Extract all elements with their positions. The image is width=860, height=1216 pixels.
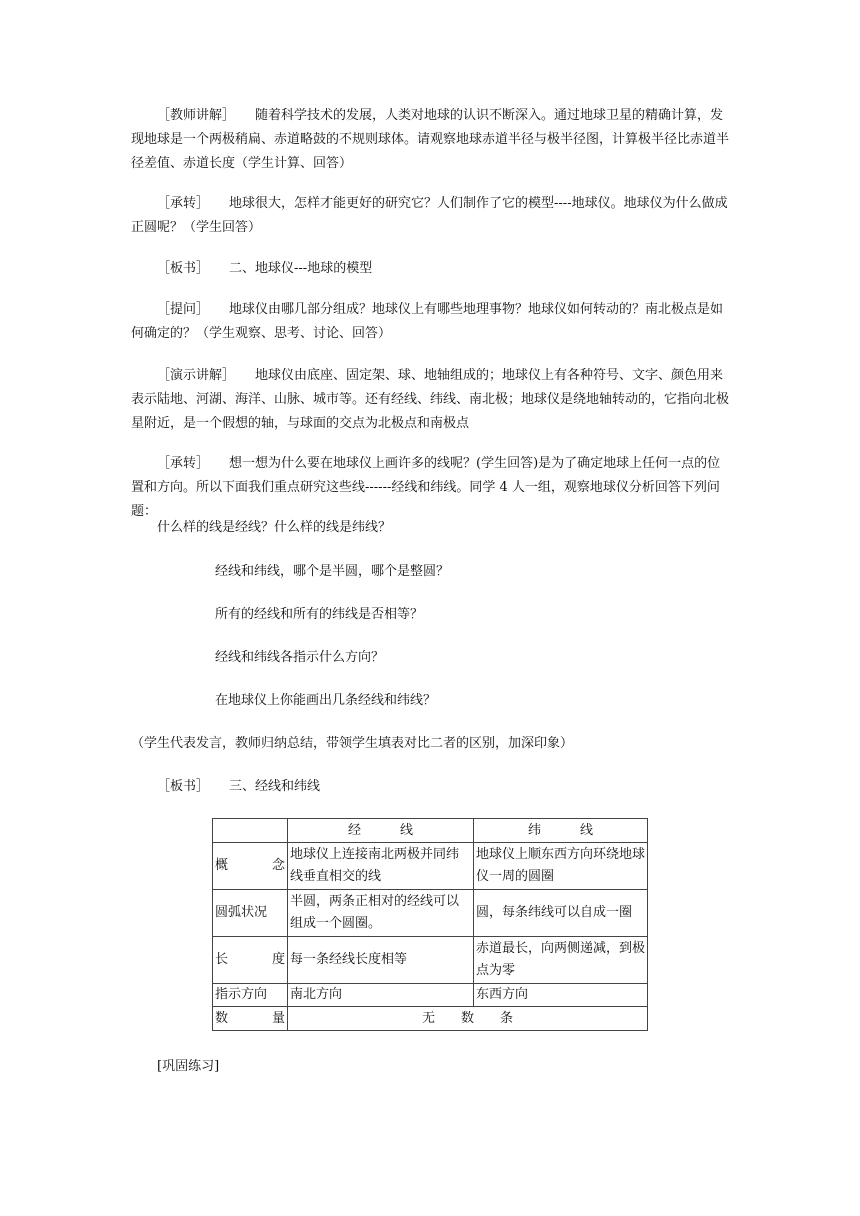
paragraph-tag: ［承转］	[157, 456, 210, 471]
cell-wei: 圆，每条纬线可以自成一圈	[474, 890, 648, 937]
row-label-char: 概	[215, 858, 229, 873]
paragraph-transition-2	[131, 452, 731, 524]
cell-wei: 地球仪上顺东西方向环绕地球仪一周的圆圈	[474, 843, 648, 890]
cell-jing: 地球仪上连接南北两极并同纬线垂直相交的线	[288, 843, 474, 890]
row-label-char: 数	[215, 1010, 229, 1026]
row-label-char: 长	[215, 952, 229, 967]
paragraph-text: 随着科学技术的发展，人类对地球的认识不断深入。通过地球卫星的精确计算，发现地球是一个两极稍扁、赤道略鼓的不规则球体。请观察地球赤道半径与极半径图，计算极半径比赤道半径差值、赤道长度（学生计算、回答）	[131, 108, 730, 171]
paragraph-teacher-explain	[131, 104, 731, 176]
cell-jing: 南北方向	[288, 984, 474, 1007]
paragraph-text: 想一想为什么要在地球仪上画许多的线呢？(学生回答)是为了确定地球上任何一点的位置和方向。所以下面我们重点研究这些线------经线和纬线。同学 4 人一组，观察地球仪分析回答下列问题：	[131, 456, 721, 519]
paragraph-tag: ［提问］	[157, 302, 210, 317]
comparison-table	[212, 818, 648, 1031]
question-item: 经线和纬线各指示什么方向？	[215, 650, 385, 665]
summary-note: （学生代表发言，教师归纳总结，带领学生填表对比二者的区别，加深印象）	[131, 736, 574, 751]
cell-jing: 每一条经线长度相等	[288, 937, 474, 984]
paragraph-tag: ［演示讲解］	[157, 368, 236, 383]
header-cell-jing: 经 线	[288, 819, 474, 843]
paragraph-text: 三、经线和纬线	[229, 779, 321, 794]
question-item: 在地球仪上你能画出几条经线和纬线？	[215, 693, 437, 708]
paragraph-demo-explain	[131, 364, 731, 436]
cell-wei: 赤道最长，向两侧递减，到极点为零	[474, 937, 648, 984]
question-intro: 什么样的线是经线？什么样的线是纬线？	[157, 520, 392, 535]
paragraph-text: 二、地球仪---地球的模型	[229, 261, 373, 276]
row-label-char: 度	[271, 952, 285, 967]
paragraph-tag: ［板书］	[157, 261, 210, 276]
cell-jing: 半圆，两条正相对的经线可以组成一个圆圈。	[288, 890, 474, 937]
row-label-char: 念	[271, 858, 285, 873]
table-row-direction	[213, 984, 648, 1007]
paragraph-text: 地球仪由哪几部分组成？地球仪上有哪些地理事物？地球仪如何转动的？南北极点是如何确定的？（学生观察、思考、讨论、回答）	[131, 302, 724, 341]
cell-merged-quantity: 无 数 条	[288, 1007, 648, 1031]
paragraph-question	[131, 298, 731, 346]
practice-heading: [巩固练习]	[157, 1059, 220, 1074]
table-row-length	[213, 937, 648, 984]
question-item: 所有的经线和所有的纬线是否相等？	[215, 607, 424, 622]
table-row-arc	[213, 890, 648, 937]
paragraph-tag: ［板书］	[157, 779, 210, 794]
row-label	[213, 937, 288, 984]
table-row-concept	[213, 843, 648, 890]
table-header-row	[213, 819, 648, 843]
paragraph-tag: ［教师讲解］	[157, 108, 236, 123]
cell-wei: 东西方向	[474, 984, 648, 1007]
paragraph-board-2	[131, 257, 731, 281]
paragraph-text: 地球很大，怎样才能更好的研究它？人们制作了它的模型----地球仪。地球仪为什么做成正圆呢？（学生回答）	[131, 196, 728, 235]
row-label	[213, 843, 288, 890]
header-cell-empty	[213, 819, 288, 843]
paragraph-text: 地球仪由底座、固定架、球、地轴组成的；地球仪上有各种符号、文字、颜色用来表示陆地、河湖、海洋、山脉、城市等。还有经线、纬线、南北极；地球仪是绕地轴转动的，它指向北极星附近，是一个假想的轴，与球面的交点为北极点和南极点	[131, 368, 730, 431]
header-cell-wei: 纬 线	[474, 819, 648, 843]
row-label	[213, 1007, 288, 1031]
row-label: 指示方向	[213, 984, 288, 1007]
paragraph-transition-1	[131, 192, 731, 240]
row-label: 圆弧状况	[213, 890, 288, 937]
board-section-3	[157, 777, 320, 797]
question-item: 经线和纬线，哪个是半圆，哪个是整圆？	[215, 564, 450, 579]
paragraph-tag: ［承转］	[157, 196, 210, 211]
row-label-char: 量	[271, 1010, 285, 1026]
table-row-quantity	[213, 1007, 648, 1031]
